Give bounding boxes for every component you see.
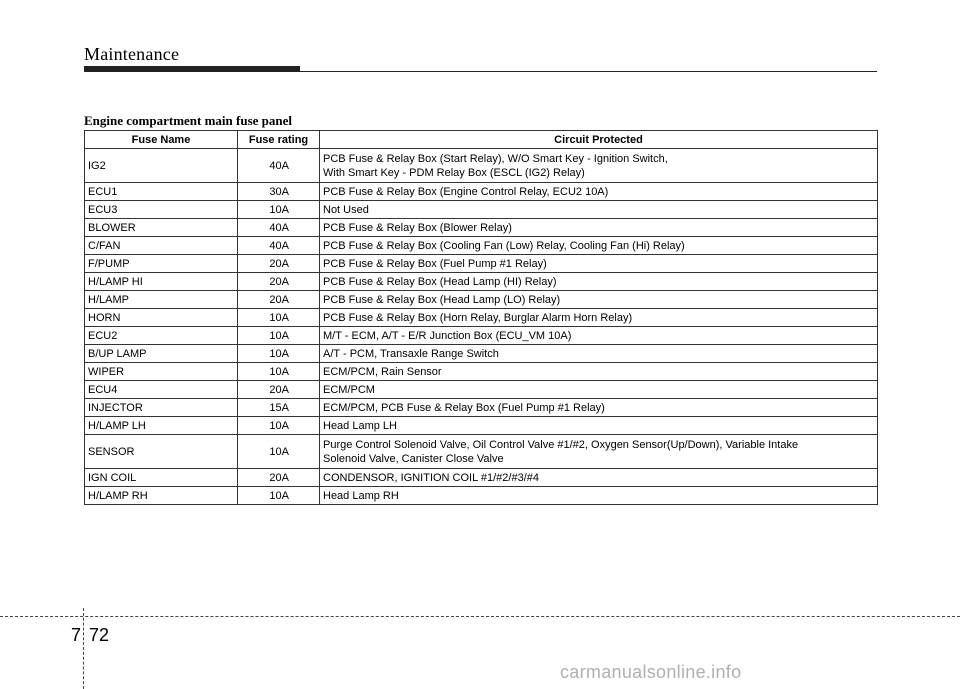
- fuse-name-cell: HORN: [85, 309, 238, 327]
- fuse-rating-cell: 20A: [238, 255, 320, 273]
- fuse-rating-cell: 10A: [238, 201, 320, 219]
- circuit-cell: ECM/PCM, PCB Fuse & Relay Box (Fuel Pump #1 Relay): [320, 399, 878, 417]
- circuit-cell: Purge Control Solenoid Valve, Oil Control Valve #1/#2, Oxygen Sensor(Up/Down), Variable Intake Solenoid Valve, Canister Close Valve: [320, 435, 878, 469]
- fuse-name-cell: H/LAMP HI: [85, 273, 238, 291]
- fuse-rating-cell: 10A: [238, 327, 320, 345]
- fuse-name-cell: INJECTOR: [85, 399, 238, 417]
- fuse-rating-cell: 20A: [238, 273, 320, 291]
- circuit-cell: PCB Fuse & Relay Box (Horn Relay, Burglar Alarm Horn Relay): [320, 309, 878, 327]
- fuse-rating-cell: 20A: [238, 381, 320, 399]
- footer-dashed-divider: [83, 608, 85, 689]
- circuit-cell: CONDENSOR, IGNITION COIL #1/#2/#3/#4: [320, 469, 878, 487]
- footer-dashed-rule: [0, 616, 960, 617]
- table-row: [85, 255, 878, 273]
- fuse-rating-cell: 30A: [238, 183, 320, 201]
- table-row: [85, 309, 878, 327]
- fuse-rating-cell: 20A: [238, 469, 320, 487]
- circuit-cell: ECM/PCM, Rain Sensor: [320, 363, 878, 381]
- fuse-rating-cell: 40A: [238, 219, 320, 237]
- header-rule: [300, 71, 877, 72]
- fuse-name-cell: H/LAMP: [85, 291, 238, 309]
- table-row: [85, 327, 878, 345]
- column-header-circuit-protected: Circuit Protected: [320, 131, 878, 149]
- site-watermark: carmanualsonline.info: [560, 662, 742, 682]
- circuit-cell: PCB Fuse & Relay Box (Cooling Fan (Low) Relay, Cooling Fan (Hi) Relay): [320, 237, 878, 255]
- table-row: [85, 417, 878, 435]
- circuit-cell: A/T - PCM, Transaxle Range Switch: [320, 345, 878, 363]
- fuse-rating-cell: 10A: [238, 345, 320, 363]
- fuse-rating-cell: 10A: [238, 417, 320, 435]
- fuse-rating-cell: 15A: [238, 399, 320, 417]
- fuse-name-cell: ECU2: [85, 327, 238, 345]
- table-row: [85, 219, 878, 237]
- table-row: [85, 237, 878, 255]
- fuse-name-cell: H/LAMP LH: [85, 417, 238, 435]
- circuit-cell: PCB Fuse & Relay Box (Head Lamp (LO) Relay): [320, 291, 878, 309]
- fuse-rating-cell: 40A: [238, 237, 320, 255]
- table-row: [85, 399, 878, 417]
- fuse-name-cell: H/LAMP RH: [85, 487, 238, 505]
- fuse-rating-cell: 10A: [238, 363, 320, 381]
- circuit-cell: PCB Fuse & Relay Box (Engine Control Relay, ECU2 10A): [320, 183, 878, 201]
- table-row: [85, 345, 878, 363]
- table-row: [85, 487, 878, 505]
- fuse-name-cell: ECU3: [85, 201, 238, 219]
- circuit-cell: PCB Fuse & Relay Box (Fuel Pump #1 Relay): [320, 255, 878, 273]
- column-header-fuse-rating: Fuse rating: [238, 131, 320, 149]
- fuse-name-cell: WIPER: [85, 363, 238, 381]
- fuse-rating-cell: 20A: [238, 291, 320, 309]
- page-number: 72: [89, 625, 110, 645]
- table-row: [85, 381, 878, 399]
- table-row: [85, 201, 878, 219]
- table-row: [85, 291, 878, 309]
- table-row: [85, 469, 878, 487]
- fuse-rating-cell: 10A: [238, 435, 320, 469]
- table-row: [85, 149, 878, 183]
- fuse-rating-cell: 10A: [238, 487, 320, 505]
- chapter-number: 7: [71, 625, 82, 645]
- fuse-name-cell: ECU1: [85, 183, 238, 201]
- fuse-name-cell: IGN COIL: [85, 469, 238, 487]
- circuit-cell: Head Lamp LH: [320, 417, 878, 435]
- table-row: [85, 273, 878, 291]
- circuit-cell: M/T - ECM, A/T - E/R Junction Box (ECU_VM 10A): [320, 327, 878, 345]
- fuse-name-cell: F/PUMP: [85, 255, 238, 273]
- table-row: [85, 435, 878, 469]
- fuse-rating-cell: 10A: [238, 309, 320, 327]
- circuit-cell: PCB Fuse & Relay Box (Blower Relay): [320, 219, 878, 237]
- fuse-name-cell: ECU4: [85, 381, 238, 399]
- table-header-row: [85, 131, 878, 149]
- table-row: [85, 363, 878, 381]
- circuit-cell: PCB Fuse & Relay Box (Start Relay), W/O Smart Key - Ignition Switch, With Smart Key - PDM Relay Box (ESCL (IG2) Relay): [320, 149, 878, 183]
- fuse-name-cell: IG2: [85, 149, 238, 183]
- circuit-cell: ECM/PCM: [320, 381, 878, 399]
- table-row: [85, 183, 878, 201]
- circuit-cell: PCB Fuse & Relay Box (Head Lamp (HI) Relay): [320, 273, 878, 291]
- section-title: Engine compartment main fuse panel: [84, 113, 292, 128]
- fuse-table: [84, 130, 878, 505]
- circuit-cell: Head Lamp RH: [320, 487, 878, 505]
- fuse-name-cell: B/UP LAMP: [85, 345, 238, 363]
- fuse-rating-cell: 40A: [238, 149, 320, 183]
- circuit-cell: Not Used: [320, 201, 878, 219]
- fuse-name-cell: SENSOR: [85, 435, 238, 469]
- header-accent-bar: [84, 66, 300, 72]
- page-header-title: Maintenance: [84, 44, 180, 64]
- fuse-name-cell: BLOWER: [85, 219, 238, 237]
- column-header-fuse-name: Fuse Name: [85, 131, 238, 149]
- fuse-name-cell: C/FAN: [85, 237, 238, 255]
